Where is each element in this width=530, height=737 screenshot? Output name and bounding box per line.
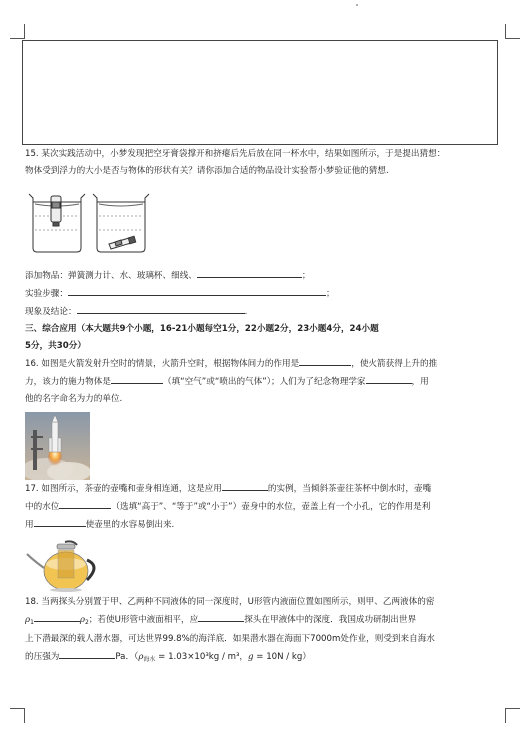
q15-steps-blank[interactable] xyxy=(68,285,326,296)
toothpaste-tube-flattened xyxy=(109,236,136,249)
q18-density-value: = 1.03×10³kg / m³， xyxy=(155,652,249,662)
q17-line3 xyxy=(25,516,495,534)
q16-line3: 他的名字命名为力的单位. xyxy=(25,394,123,404)
q15-add-blank[interactable] xyxy=(197,267,302,278)
q17-blank-2[interactable] xyxy=(59,498,111,509)
q15-steps xyxy=(25,285,495,303)
q15-phen-end: . xyxy=(244,307,248,317)
q17-text-d: （选填“高于”、“等于”或“小于”）壶身中的水位，壶盖上有一个小孔，它的作用是利 xyxy=(111,502,431,512)
rocket-illustration xyxy=(25,412,90,480)
beakers-figure xyxy=(25,186,495,263)
q15-add-label: 添加物品：弹簧测力计、水、玻璃杯、细线、 xyxy=(25,271,197,281)
q16-text-d: （填“空气”或“喷出的气体”）；人们为了纪念物理学家 xyxy=(162,377,366,387)
page-content xyxy=(25,146,495,668)
q17-text-e: 用 xyxy=(25,520,34,530)
q15-phen-blank[interactable] xyxy=(77,303,245,314)
q18-blank-1[interactable] xyxy=(34,611,80,622)
q16-text-a: 16. 如图是火箭发射升空时的情景，火箭升空时，根据物体间力的作用是 xyxy=(25,359,300,369)
q17-blank-1[interactable] xyxy=(222,480,268,491)
q17-text-c: 中的水位 xyxy=(25,502,60,512)
q18-g-symbol: g xyxy=(248,652,254,662)
q17-text-f: 使壶里的水容易倒出来. xyxy=(85,520,175,530)
q18-line2 xyxy=(25,611,495,631)
section3-heading-line2: 5分，共30分） xyxy=(25,341,86,351)
teapot-photo xyxy=(25,536,107,594)
crop-mark-bottom-right xyxy=(505,708,520,723)
q15-phen-label: 现象及结论： xyxy=(25,307,77,317)
q18-rho-seawater-sub: 海水 xyxy=(143,656,156,663)
q16-text-b: ，使火箭获得上升的推 xyxy=(351,359,438,369)
q17-line2 xyxy=(25,498,495,516)
crop-mark-bottom-left xyxy=(10,708,25,723)
q16-text-e: ，用 xyxy=(411,377,429,387)
q18-text-d: 的压强为 xyxy=(25,652,60,662)
q15-steps-label: 实验步骤： xyxy=(25,289,68,299)
q18-rho2-sub: 2 xyxy=(84,619,89,626)
q15-steps-end: ； xyxy=(325,289,335,299)
q16-line1 xyxy=(25,355,495,373)
q18-line1: 18. 当两探头分别置于甲、乙两种不同液体的同一深度时，U形管内液面位置如图所示，则甲、乙两液体的密 xyxy=(25,597,435,607)
q16-text-c: 力，该力的施力物体是 xyxy=(25,377,111,387)
q17-blank-3[interactable] xyxy=(34,516,86,527)
scan-dot xyxy=(356,4,358,6)
q18-rho2: ρ xyxy=(79,615,85,625)
q18-blank-2[interactable] xyxy=(198,611,244,622)
q16-blank-2[interactable] xyxy=(111,373,163,384)
q15-line2: 物体受到浮力的大小是否与物体的形状有关？请你添加合适的物品设计实验帮小梦验证他的猜想. xyxy=(25,166,389,176)
q17-text-a: 17. 如图所示，茶壶的壶嘴和壶身相连通，这是应用 xyxy=(25,484,222,494)
q16-blank-3[interactable] xyxy=(366,373,412,384)
q18-rho-seawater: ρ xyxy=(138,652,144,662)
answer-box xyxy=(22,40,498,145)
toothpaste-tube-inflated xyxy=(51,196,61,226)
beakers-illustration xyxy=(25,186,157,256)
q18-text-c: 探头在甲液体中的深度．我国成功研制出世界 xyxy=(244,615,417,625)
q15-phenomenon xyxy=(25,303,495,321)
q18-text-b: ；若使U形管中液面相平，应 xyxy=(88,615,199,625)
q18-text-e: Pa．（ xyxy=(115,652,139,662)
q18-line4 xyxy=(25,648,495,668)
q18-g-value: = 10N / kg） xyxy=(253,652,311,662)
q17-text-b: 的实例，当倾斜茶壶往茶杯中倒水时，壶嘴 xyxy=(267,484,432,494)
q15-add-end: ； xyxy=(301,271,311,281)
q18-blank-3[interactable] xyxy=(59,648,115,659)
section3-heading-line1: 三、综合应用（本大题共9个小题，16-21小题每空1分，22小题2分，23小题4分，24小题 xyxy=(25,324,379,334)
q18-rho1: ρ xyxy=(25,615,31,625)
q15-line1: 15. 某次实践活动中，小梦发现把空牙膏袋撑开和挤瘪后先后放在同一杯水中，结果如图所示，于是提出猜想： xyxy=(25,149,446,159)
q16-blank-1[interactable] xyxy=(299,355,351,366)
rocket-launch-photo xyxy=(25,412,90,480)
teapot-illustration xyxy=(25,536,107,594)
q15-add-items xyxy=(25,267,495,285)
q18-rho1-sub: 1 xyxy=(30,619,34,626)
q16-line2 xyxy=(25,373,495,391)
q18-line3: 上下潜最深的载人潜水器，可达世界99.8%的海洋底．如果潜水器在海面下7000m处作业，则受到来自海水 xyxy=(25,634,435,644)
crop-mark-top-right xyxy=(505,24,520,39)
crop-mark-top-left xyxy=(10,24,25,39)
q17-line1 xyxy=(25,480,495,498)
